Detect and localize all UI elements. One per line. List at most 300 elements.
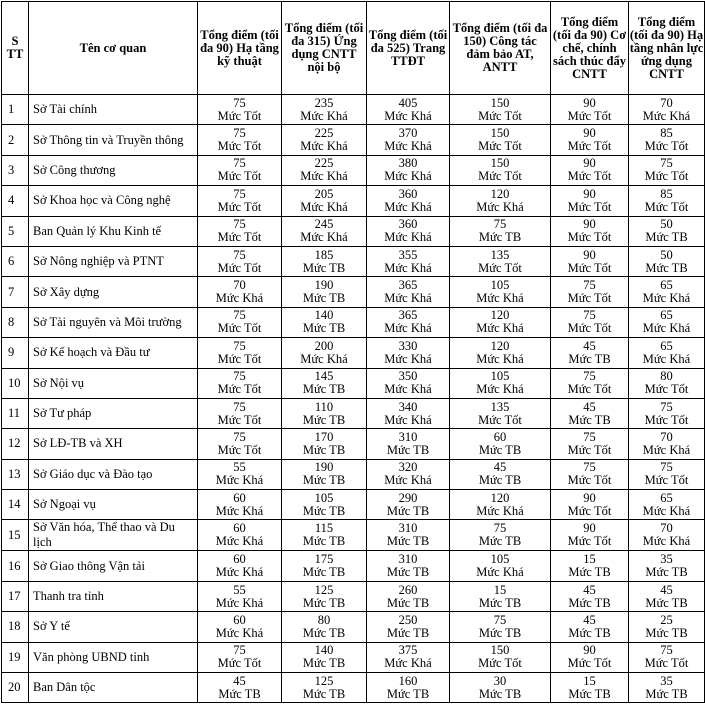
table-row (2, 612, 705, 642)
score-cell (367, 581, 450, 611)
score-rating: Mức Tốt (567, 534, 612, 549)
score-cell (551, 551, 629, 581)
score-rating: Mức Tốt (644, 169, 689, 184)
score-cell (367, 398, 450, 428)
header-security: Tổng điểm (tối đa 150) Công tác đảm bảo AT, ANTT (450, 2, 551, 95)
score-cell (551, 125, 629, 155)
score-cell (198, 429, 282, 459)
score-rating: Mức TB (568, 686, 611, 701)
score-rating: Mức TB (302, 412, 346, 427)
score-value: 110 (314, 399, 334, 414)
score-rating: Mức Khá (384, 230, 432, 245)
score-rating: Mức Tốt (217, 656, 262, 671)
score-cell (282, 277, 367, 307)
table-row (2, 581, 705, 611)
score-value: 380 (398, 156, 418, 171)
score-value: 45 (233, 673, 246, 688)
score-cell (629, 459, 705, 489)
score-cell (450, 246, 551, 276)
score-cell (551, 216, 629, 246)
score-value: 35 (660, 673, 673, 688)
score-rating: Mức Khá (476, 291, 524, 306)
score-value: 105 (490, 552, 510, 567)
score-rating: Mức TB (302, 473, 346, 488)
score-rating: Mức TB (478, 625, 522, 640)
table-row (2, 642, 705, 672)
row-number: 15 (2, 520, 29, 551)
score-rating: Mức Khá (384, 351, 432, 366)
score-value: 75 (233, 399, 246, 414)
score-value: 75 (583, 460, 596, 475)
score-rating: Mức Khá (476, 321, 524, 336)
score-cell (629, 125, 705, 155)
agency-name: Sở Thông tin và Truyền thông (29, 125, 198, 155)
score-cell (551, 673, 629, 703)
agency-name: Sở Kế hoạch và Đầu tư (29, 338, 198, 368)
agency-name: Sở Nông nghiệp và PTNT (29, 246, 198, 276)
row-number: 17 (2, 581, 29, 611)
score-value: 70 (660, 429, 673, 444)
score-rating: Mức Khá (384, 199, 432, 214)
score-value: 70 (660, 95, 673, 110)
score-rating: Mức Tốt (478, 412, 522, 427)
row-number: 18 (2, 612, 29, 642)
score-value: 120 (490, 186, 510, 201)
score-rating: Mức TB (302, 503, 346, 518)
score-cell (629, 307, 705, 337)
score-rating: Mức Khá (384, 260, 432, 275)
table-row (2, 338, 705, 368)
score-rating: Mức Tốt (478, 260, 522, 275)
score-cell (450, 520, 551, 551)
score-cell (551, 368, 629, 398)
score-value: 90 (583, 156, 596, 171)
score-value: 70 (660, 521, 673, 536)
score-rating: Mức Khá (476, 351, 524, 366)
score-cell (367, 155, 450, 185)
score-rating: Mức TB (218, 686, 261, 701)
score-value: 250 (398, 612, 418, 627)
score-value: 105 (490, 278, 510, 293)
score-cell (282, 368, 367, 398)
score-value: 85 (660, 186, 673, 201)
score-cell (629, 155, 705, 185)
score-value: 125 (314, 673, 334, 688)
score-value: 75 (660, 643, 673, 658)
score-value: 75 (233, 156, 246, 171)
score-value: 145 (314, 369, 334, 384)
table-row (2, 520, 705, 551)
score-rating: Mức TB (386, 503, 430, 518)
score-rating: Mức Tốt (644, 656, 689, 671)
score-cell (551, 186, 629, 216)
score-rating: Mức Khá (384, 382, 432, 397)
score-rating: Mức TB (478, 442, 522, 457)
score-value: 170 (314, 429, 334, 444)
score-cell (198, 612, 282, 642)
score-value: 75 (233, 186, 246, 201)
score-value: 120 (490, 338, 510, 353)
score-value: 365 (398, 278, 418, 293)
header-agency: Tên cơ quan (29, 2, 198, 95)
score-cell (551, 155, 629, 185)
score-value: 150 (490, 126, 510, 141)
score-cell (551, 95, 629, 125)
score-rating: Mức TB (645, 260, 688, 275)
score-cell (450, 307, 551, 337)
score-cell (551, 429, 629, 459)
score-value: 75 (233, 429, 246, 444)
score-value: 75 (233, 338, 246, 353)
score-cell (551, 490, 629, 520)
score-value: 175 (314, 552, 334, 567)
score-rating: Mức TB (302, 534, 346, 549)
score-value: 75 (493, 521, 507, 536)
score-value: 90 (583, 95, 596, 110)
score-rating: Mức Khá (642, 534, 691, 549)
score-value: 365 (398, 308, 418, 323)
score-value: 135 (490, 247, 510, 262)
table-row (2, 277, 705, 307)
agency-name: Sở Giáo dục và Đào tạo (29, 459, 198, 489)
score-cell (629, 490, 705, 520)
row-number: 12 (2, 429, 29, 459)
score-value: 375 (398, 643, 418, 658)
table-row (2, 186, 705, 216)
score-value: 85 (660, 126, 673, 141)
score-cell (282, 398, 367, 428)
score-value: 340 (398, 399, 418, 414)
score-rating: Mức Tốt (567, 199, 612, 214)
score-value: 80 (317, 612, 331, 627)
score-cell (198, 216, 282, 246)
score-value: 25 (660, 612, 673, 627)
score-cell (551, 246, 629, 276)
score-value: 60 (233, 612, 246, 627)
score-value: 45 (583, 582, 596, 597)
score-rating: Mức Tốt (567, 321, 612, 336)
row-number: 1 (2, 95, 29, 125)
score-rating: Mức Tốt (217, 199, 262, 214)
score-cell (551, 520, 629, 551)
score-cell (198, 95, 282, 125)
row-number: 4 (2, 186, 29, 216)
agency-name: Sở Giao thông Vận tải (29, 551, 198, 581)
score-value: 360 (398, 217, 418, 232)
score-value: 45 (493, 460, 507, 475)
table-body (2, 95, 705, 703)
score-cell (629, 398, 705, 428)
score-value: 120 (490, 308, 510, 323)
score-rating: Mức Khá (384, 108, 432, 123)
row-number: 20 (2, 673, 29, 703)
score-rating: Mức TB (386, 595, 430, 610)
score-rating: Mức Tốt (217, 260, 262, 275)
score-value: 405 (398, 95, 418, 110)
score-value: 75 (583, 278, 596, 293)
score-cell (450, 429, 551, 459)
header-human-resources: Tổng điểm (tối đa 90) Hạ tầng nhân lực ứng dụng CNTT (629, 2, 705, 95)
score-rating: Mức TB (386, 686, 430, 701)
score-value: 135 (490, 399, 510, 414)
score-cell (450, 95, 551, 125)
score-cell (551, 612, 629, 642)
score-cell (367, 673, 450, 703)
table-row (2, 155, 705, 185)
header-portal: Tổng điểm (tối đa 525) Trang TTĐT (367, 2, 450, 95)
agency-name: Sở Tư pháp (29, 398, 198, 428)
score-value: 260 (398, 582, 418, 597)
score-rating: Mức Khá (384, 291, 432, 306)
agency-name: Sở Văn hóa, Thể thao và Du lịch (29, 520, 198, 551)
score-rating: Mức Tốt (644, 139, 689, 154)
score-rating: Mức Tốt (567, 108, 612, 123)
row-number: 11 (2, 398, 29, 428)
header-internal-it: Tổng điểm (tối đa 315) Ứng dụng CNTT nội bộ (282, 2, 367, 95)
score-cell (282, 673, 367, 703)
score-rating: Mức Tốt (478, 169, 522, 184)
score-rating: Mức TB (568, 565, 611, 580)
score-value: 355 (398, 247, 418, 262)
agency-name: Sở LĐ-TB và XH (29, 429, 198, 459)
score-cell (629, 520, 705, 551)
score-value: 15 (493, 582, 507, 597)
agency-name: Sở Khoa học và Công nghệ (29, 186, 198, 216)
row-number: 14 (2, 490, 29, 520)
score-cell (198, 490, 282, 520)
score-value: 75 (233, 247, 246, 262)
score-value: 90 (583, 126, 596, 141)
score-rating: Mức TB (568, 595, 611, 610)
score-cell (629, 368, 705, 398)
row-number: 19 (2, 642, 29, 672)
score-cell (629, 673, 705, 703)
score-rating: Mức Tốt (217, 351, 262, 366)
score-cell (450, 338, 551, 368)
header-policy: Tổng điểm (tối đa 90) Cơ chế, chính sách thúc đẩy CNTT (551, 2, 629, 95)
table-row (2, 246, 705, 276)
score-cell (551, 307, 629, 337)
score-rating: Mức Khá (300, 199, 348, 214)
score-rating: Mức TB (302, 291, 346, 306)
score-value: 310 (398, 521, 418, 536)
score-value: 65 (660, 308, 673, 323)
score-value: 90 (583, 521, 596, 536)
score-value: 90 (583, 247, 596, 262)
score-rating: Mức Khá (300, 230, 348, 245)
score-cell (367, 642, 450, 672)
score-rating: Mức TB (386, 625, 430, 640)
score-value: 330 (398, 338, 418, 353)
score-cell (450, 673, 551, 703)
score-cell (198, 673, 282, 703)
score-rating: Mức Tốt (567, 656, 612, 671)
score-rating: Mức Khá (215, 625, 264, 640)
score-rating: Mức TB (478, 595, 522, 610)
row-number: 5 (2, 216, 29, 246)
score-rating: Mức TB (302, 382, 346, 397)
score-rating: Mức Tốt (567, 291, 612, 306)
score-rating: Mức Tốt (644, 199, 689, 214)
score-value: 90 (583, 490, 596, 505)
score-table (1, 1, 705, 703)
score-cell (551, 277, 629, 307)
score-rating: Mức Khá (215, 595, 264, 610)
score-value: 245 (314, 217, 334, 232)
score-value: 60 (233, 490, 246, 505)
score-cell (450, 186, 551, 216)
score-value: 55 (233, 460, 246, 475)
agency-name: Sở Ngoại vụ (29, 490, 198, 520)
score-cell (367, 95, 450, 125)
score-rating: Mức TB (478, 473, 522, 488)
score-cell (450, 368, 551, 398)
score-cell (450, 581, 551, 611)
score-rating: Mức Khá (215, 473, 264, 488)
score-rating: Mức TB (302, 442, 346, 457)
score-cell (282, 581, 367, 611)
score-value: 150 (490, 643, 510, 658)
score-value: 75 (233, 643, 246, 658)
score-rating: Mức Khá (476, 565, 524, 580)
score-rating: Mức Tốt (217, 139, 262, 154)
score-rating: Mức Tốt (217, 230, 262, 245)
score-rating: Mức Tốt (567, 230, 612, 245)
score-rating: Mức Khá (300, 108, 348, 123)
score-cell (629, 642, 705, 672)
score-value: 45 (660, 582, 673, 597)
score-rating: Mức TB (645, 686, 688, 701)
score-value: 35 (660, 552, 673, 567)
score-rating: Mức Khá (384, 321, 432, 336)
score-cell (282, 125, 367, 155)
score-value: 125 (314, 582, 334, 597)
score-rating: Mức Tốt (567, 473, 612, 488)
score-cell (198, 338, 282, 368)
score-rating: Mức Khá (384, 169, 432, 184)
score-value: 115 (314, 521, 334, 536)
score-value: 30 (493, 673, 507, 688)
score-rating: Mức Khá (215, 291, 264, 306)
score-cell (282, 307, 367, 337)
score-rating: Mức Khá (642, 503, 691, 518)
score-value: 160 (398, 673, 418, 688)
score-rating: Mức Khá (642, 351, 691, 366)
agency-name: Ban Quản lý Khu Kinh tế (29, 216, 198, 246)
score-value: 75 (660, 460, 673, 475)
score-value: 75 (233, 217, 246, 232)
score-cell (629, 581, 705, 611)
score-rating: Mức Tốt (217, 169, 262, 184)
score-rating: Mức Khá (476, 199, 524, 214)
score-cell (367, 429, 450, 459)
score-cell (198, 459, 282, 489)
score-cell (551, 398, 629, 428)
score-value: 60 (233, 552, 246, 567)
score-value: 70 (233, 278, 246, 293)
row-number: 3 (2, 155, 29, 185)
score-rating: Mức Tốt (567, 169, 612, 184)
score-cell (282, 459, 367, 489)
score-cell (629, 612, 705, 642)
score-cell (282, 642, 367, 672)
score-value: 105 (490, 369, 510, 384)
score-value: 15 (583, 673, 596, 688)
score-value: 190 (314, 460, 334, 475)
score-rating: Mức Tốt (644, 412, 689, 427)
table-row (2, 216, 705, 246)
score-value: 50 (660, 247, 673, 262)
header-row (2, 2, 705, 95)
row-number: 9 (2, 338, 29, 368)
score-cell (367, 277, 450, 307)
score-cell (198, 186, 282, 216)
row-number: 8 (2, 307, 29, 337)
table-row (2, 490, 705, 520)
score-value: 75 (583, 308, 596, 323)
score-rating: Mức Khá (642, 291, 691, 306)
score-rating: Mức TB (386, 565, 430, 580)
score-rating: Mức Tốt (567, 442, 612, 457)
score-cell (367, 459, 450, 489)
score-rating: Mức TB (568, 625, 611, 640)
score-cell (367, 338, 450, 368)
score-rating: Mức Khá (300, 169, 348, 184)
row-number: 10 (2, 368, 29, 398)
score-cell (450, 490, 551, 520)
score-rating: Mức Khá (384, 412, 432, 427)
score-rating: Mức Khá (384, 656, 432, 671)
score-rating: Mức Khá (215, 565, 264, 580)
score-rating: Mức Khá (215, 503, 264, 518)
agency-name: Sở Công thương (29, 155, 198, 185)
score-value: 205 (314, 186, 334, 201)
score-cell (198, 642, 282, 672)
score-rating: Mức TB (386, 442, 430, 457)
table-row (2, 307, 705, 337)
score-cell (198, 581, 282, 611)
score-cell (198, 368, 282, 398)
score-value: 45 (583, 399, 596, 414)
table-row (2, 398, 705, 428)
score-cell (450, 551, 551, 581)
table-row (2, 429, 705, 459)
score-cell (367, 216, 450, 246)
score-cell (629, 277, 705, 307)
score-cell (551, 459, 629, 489)
score-value: 45 (583, 338, 596, 353)
score-value: 75 (583, 369, 596, 384)
score-cell (629, 429, 705, 459)
score-value: 310 (398, 552, 418, 567)
score-cell (282, 612, 367, 642)
score-cell (629, 246, 705, 276)
agency-name: Văn phòng UBND tỉnh (29, 642, 198, 672)
score-value: 150 (490, 156, 510, 171)
score-value: 235 (314, 95, 334, 110)
score-value: 200 (314, 338, 334, 353)
row-number: 6 (2, 246, 29, 276)
score-rating: Mức TB (645, 565, 688, 580)
table-row (2, 673, 705, 703)
score-cell (551, 642, 629, 672)
score-value: 310 (398, 429, 418, 444)
score-cell (450, 612, 551, 642)
table-row (2, 95, 705, 125)
score-cell (629, 186, 705, 216)
score-value: 140 (314, 643, 334, 658)
score-cell (198, 277, 282, 307)
